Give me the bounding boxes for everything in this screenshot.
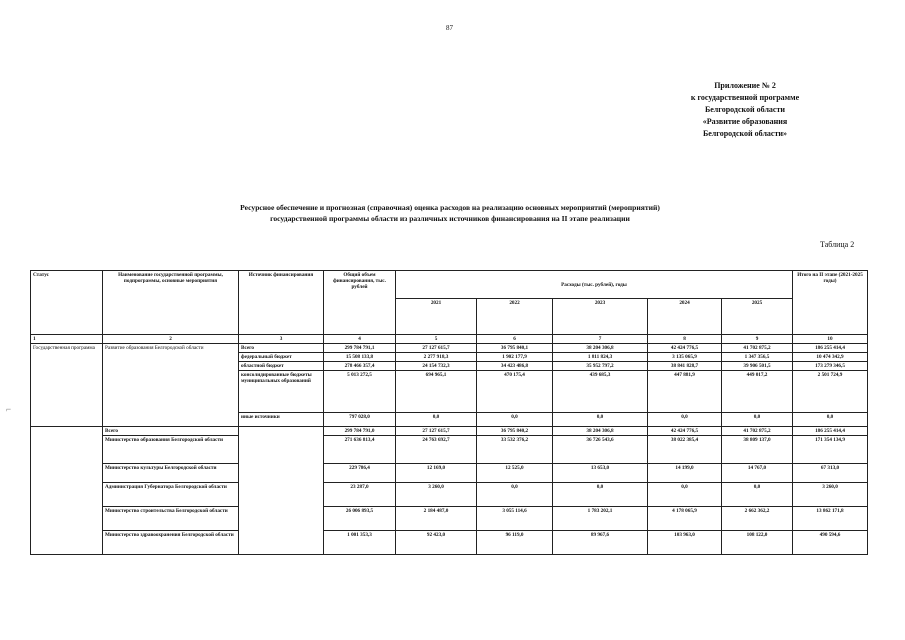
source-cell: иные источники	[239, 413, 324, 427]
value-cell: 42 424 776,5	[648, 427, 722, 436]
value-cell: 38 809 137,0	[722, 436, 793, 464]
value-cell: 1 001 353,3	[324, 531, 396, 555]
source-cell: областной бюджет	[239, 362, 324, 371]
value-cell: 171 354 134,9	[793, 436, 868, 464]
value-cell: 39 906 501,5	[722, 362, 793, 371]
heading-line-1: Ресурсное обеспечение и прогнозная (справочная) оценка расходов на реализацию основных мероприятий (мероприятий)	[240, 203, 660, 212]
value-cell: 1 347 356,5	[722, 353, 793, 362]
agency-cell: Администрация Губернатора Белгородской области	[103, 483, 239, 507]
header-year-2025: 2025	[722, 299, 793, 335]
page-number: 87	[446, 24, 453, 32]
value-cell: 38 204 306,8	[553, 427, 648, 436]
value-cell: 41 702 875,2	[722, 344, 793, 353]
program-name: Развитие образования Белгородской области	[103, 344, 239, 427]
table-row	[31, 344, 868, 353]
table-row	[31, 483, 868, 507]
header-source: Источник финансирования	[239, 271, 324, 335]
header-expenses: Расходы (тыс. рублей), годы	[396, 271, 793, 299]
header-total: Общий объем финансирования, тыс. рублей	[324, 271, 396, 335]
value-cell: 27 127 615,7	[396, 427, 477, 436]
value-cell: 229 786,4	[324, 464, 396, 483]
table-row	[31, 436, 868, 464]
value-cell: 13 653,0	[553, 464, 648, 483]
value-cell: 2 277 918,3	[396, 353, 477, 362]
value-cell: 35 952 797,2	[553, 362, 648, 371]
value-cell: 3 260,0	[793, 483, 868, 507]
value-cell: 41 702 875,2	[722, 427, 793, 436]
value-cell: 27 127 615,7	[396, 344, 477, 353]
column-number: 7	[553, 335, 648, 344]
column-number: 1	[31, 335, 103, 344]
value-cell: 13 862 171,8	[793, 507, 868, 531]
value-cell: 2 662 362,2	[722, 507, 793, 531]
header-year-2024: 2024	[648, 299, 722, 335]
appendix-block	[640, 80, 850, 140]
value-cell: 4 178 065,9	[648, 507, 722, 531]
value-cell: 3 055 114,6	[477, 507, 553, 531]
source-cell: консолидированные бюджеты муниципальных образований	[239, 371, 324, 413]
agency-cell: Министерство здравоохранения Белгородской области	[103, 531, 239, 555]
column-number: 3	[239, 335, 324, 344]
value-cell: 89 967,6	[553, 531, 648, 555]
value-cell: 33 532 376,2	[477, 436, 553, 464]
value-cell: 0,0	[396, 413, 477, 427]
value-cell: 299 784 791,1	[324, 344, 396, 353]
appendix-line-1: Приложение № 2	[714, 81, 776, 90]
document-heading	[140, 202, 760, 224]
value-cell: 2 184 487,0	[396, 507, 477, 531]
value-cell: 186 255 414,4	[793, 344, 868, 353]
value-cell: 0,0	[553, 413, 648, 427]
value-cell: 36 726 543,6	[553, 436, 648, 464]
value-cell: 0,0	[477, 483, 553, 507]
value-cell: 5 013 272,5	[324, 371, 396, 413]
value-cell: 186 255 414,4	[793, 427, 868, 436]
source-cell	[239, 427, 324, 555]
value-cell: 278 466 357,4	[324, 362, 396, 371]
appendix-line-3: Белгородской области	[704, 105, 786, 114]
value-cell: 26 006 893,5	[324, 507, 396, 531]
value-cell: 173 279 346,5	[793, 362, 868, 371]
heading-line-2: государственной программы области из различных источников финансирования на II этапе реализации	[270, 214, 630, 223]
value-cell: 694 965,1	[396, 371, 477, 413]
value-cell: 96 119,0	[477, 531, 553, 555]
value-cell: 449 017,2	[722, 371, 793, 413]
resource-table	[30, 270, 868, 555]
header-status: Статус	[31, 271, 103, 335]
column-number: 10	[793, 335, 868, 344]
value-cell: 3 260,0	[396, 483, 477, 507]
status-cell	[31, 427, 103, 555]
value-cell: 271 636 813,4	[324, 436, 396, 464]
value-cell: 67 313,0	[793, 464, 868, 483]
value-cell: 2 501 724,9	[793, 371, 868, 413]
column-number: 4	[324, 335, 396, 344]
column-number-row	[31, 335, 868, 344]
header-year-2023: 2023	[553, 299, 648, 335]
table-label: Таблица 2	[820, 240, 855, 249]
value-cell: 0,0	[553, 483, 648, 507]
header-name: Наименование государственной программы, подпрограммы, основные мероприятия	[103, 271, 239, 335]
value-cell: 0,0	[722, 413, 793, 427]
value-cell: 439 685,3	[553, 371, 648, 413]
agency-cell: Министерство образования Белгородской области	[103, 436, 239, 464]
value-cell: 1 902 177,9	[477, 353, 553, 362]
value-cell: 1 811 824,3	[553, 353, 648, 362]
value-cell: 490 594,6	[793, 531, 868, 555]
value-cell: 23 287,0	[324, 483, 396, 507]
value-cell: 14 199,0	[648, 464, 722, 483]
header-year-2021: 2021	[396, 299, 477, 335]
value-cell: 299 784 791,0	[324, 427, 396, 436]
value-cell: 24 763 692,7	[396, 436, 477, 464]
value-cell: 0,0	[722, 483, 793, 507]
program-status: Государственная программа	[31, 344, 103, 427]
appendix-line-5: Белгородской области»	[702, 129, 788, 138]
value-cell: 92 423,0	[396, 531, 477, 555]
agency-cell: Министерство строительства Белгородской области	[103, 507, 239, 531]
value-cell: 0,0	[793, 413, 868, 427]
appendix-line-2: к государственной программе	[690, 93, 800, 102]
header-itogo: Итого на II этапе (2021-2025 годы)	[793, 271, 868, 335]
value-cell: 24 154 732,3	[396, 362, 477, 371]
value-cell: 34 423 486,8	[477, 362, 553, 371]
source-cell: федеральный бюджет	[239, 353, 324, 362]
value-cell: 10 474 342,9	[793, 353, 868, 362]
value-cell: 447 881,9	[648, 371, 722, 413]
table-row	[31, 464, 868, 483]
column-number: 6	[477, 335, 553, 344]
header-year-2022: 2022	[477, 299, 553, 335]
value-cell: 1 783 202,1	[553, 507, 648, 531]
value-cell: 12 525,0	[477, 464, 553, 483]
value-cell: 103 963,0	[648, 531, 722, 555]
agency-cell: Министерство культуры Белгородской области	[103, 464, 239, 483]
value-cell: 38 022 385,4	[648, 436, 722, 464]
table-row	[31, 507, 868, 531]
column-number: 8	[648, 335, 722, 344]
value-cell: 15 508 133,8	[324, 353, 396, 362]
value-cell: 38 841 828,7	[648, 362, 722, 371]
scan-mark: ⌐	[6, 404, 12, 414]
appendix-line-4: «Развитие образования	[702, 117, 788, 126]
value-cell: 14 767,0	[722, 464, 793, 483]
value-cell: 38 204 306,8	[553, 344, 648, 353]
source-cell: Всего	[239, 344, 324, 353]
value-cell: 797 028,0	[324, 413, 396, 427]
value-cell: 0,0	[648, 483, 722, 507]
column-number: 2	[103, 335, 239, 344]
agency-cell: Всего	[103, 427, 239, 436]
value-cell: 3 135 065,9	[648, 353, 722, 362]
value-cell: 470 175,4	[477, 371, 553, 413]
value-cell: 12 169,0	[396, 464, 477, 483]
value-cell: 108 122,0	[722, 531, 793, 555]
value-cell: 36 795 840,2	[477, 427, 553, 436]
column-number: 5	[396, 335, 477, 344]
column-number: 9	[722, 335, 793, 344]
value-cell: 0,0	[648, 413, 722, 427]
table-row	[31, 427, 868, 436]
value-cell: 0,0	[477, 413, 553, 427]
value-cell: 36 795 840,1	[477, 344, 553, 353]
value-cell: 42 424 776,5	[648, 344, 722, 353]
table-row	[31, 531, 868, 555]
